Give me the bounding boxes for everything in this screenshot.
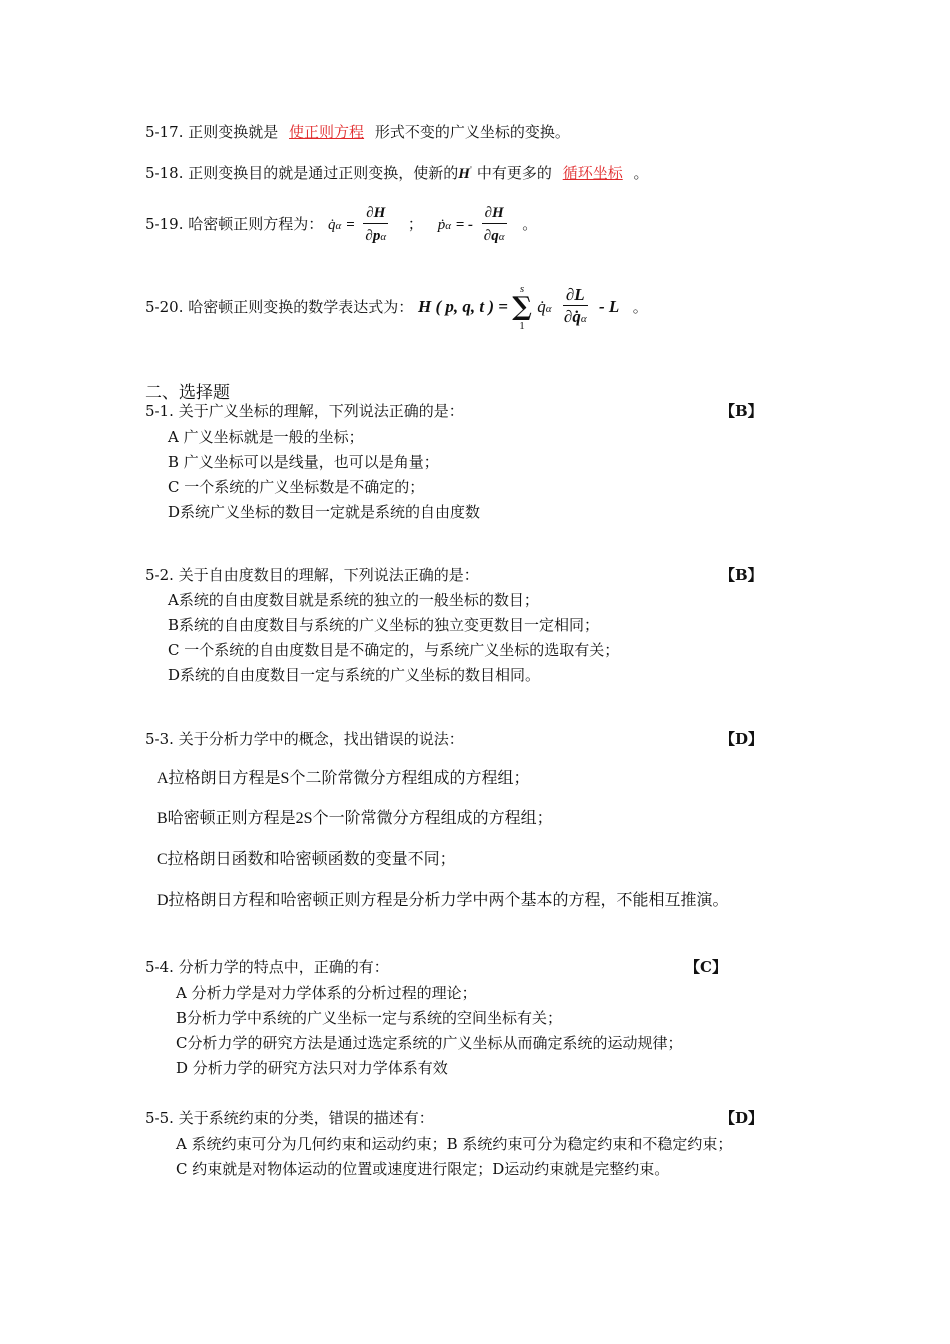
question-5-4-option-a: A 分析力学是对力学体系的分析过程的理论； [176, 984, 477, 1002]
question-5-5-option-cd: C 约束就是对物体运动的位置或速度进行限定；D运动约束就是完整约束。 [176, 1160, 670, 1178]
q18-text-end: 。 [633, 164, 649, 182]
question-5-20 [145, 282, 648, 334]
question-5-3-option-a: A拉格朗日方程是S个二阶常微分方程组成的方程组； [157, 770, 530, 787]
q17-text-end: 形式不变的广义坐标的变换。 [374, 123, 570, 141]
q18-h-symbol: H [458, 166, 470, 182]
q20-text: 5-20. 哈密顿正则变换的数学表达式为： [145, 298, 414, 316]
question-5-19 [145, 200, 537, 250]
section-title: 二、选择题 [145, 383, 230, 403]
question-5-4-option-d: D 分析力学的研究方法只对力学体系有效 [176, 1059, 448, 1077]
question-5-18: 5-18. 正则变换目的就是通过正则变换，使新的H' 中有更多的 循环坐标 。 [145, 164, 649, 182]
question-5-3-option-c: C拉格朗日函数和哈密顿函数的变量不同； [157, 851, 456, 868]
q18-text-mid: 中有更多的 [476, 164, 552, 182]
question-5-3-answer: 【D】 [720, 730, 764, 748]
question-5-1-option-a: A 广义坐标就是一般的坐标； [168, 428, 364, 446]
question-5-2-option-c: C 一个系统的自由度数目是不确定的，与系统广义坐标的选取有关； [168, 641, 620, 659]
question-5-1-option-c: C 一个系统的广义坐标数是不确定的； [168, 478, 425, 496]
question-5-5-option-ab: A 系统约束可分为几何约束和运动约束；B 系统约束可分为稳定约束和不稳定约束； [176, 1135, 733, 1153]
question-5-4-answer: 【C】 [685, 958, 727, 976]
question-5-5-answer: 【D】 [720, 1109, 764, 1127]
question-5-1-stem: 5-1. 关于广义坐标的理解，下列说法正确的是： [145, 402, 464, 420]
q19-text-end: 。 [522, 215, 538, 233]
question-5-2-option-b: B系统的自由度数目与系统的广义坐标的独立变更数目一定相同； [168, 616, 600, 634]
question-5-4-option-c: C分析力学的研究方法是通过选定系统的广义坐标从而确定系统的运动规律； [176, 1034, 683, 1052]
q19-separator: ； [407, 215, 423, 233]
hamilton-eq-2: ṗα = - $\frac{\partial H}{\partial q\alpha}$ [438, 215, 517, 233]
question-5-1-option-d: D系统广义坐标的数目一定就是系统的自由度数 [168, 503, 481, 521]
question-5-2-answer: 【B】 [720, 566, 763, 584]
question-5-3-stem: 5-3. 关于分析力学中的概念，找出错误的说法： [145, 730, 464, 748]
question-5-4-option-b: B分析力学中系统的广义坐标一定与系统的空间坐标有关； [176, 1009, 563, 1027]
question-5-5-stem: 5-5. 关于系统约束的分类，错误的描述有： [145, 1109, 434, 1127]
question-5-2-option-d: D系统的自由度数目一定与系统的广义坐标的数目相同。 [168, 666, 541, 684]
q18-answer-blank: 循环坐标 [562, 164, 623, 182]
question-5-3-option-d: D拉格朗日方程和哈密顿正则方程是分析力学中两个基本的方程，不能相互推演。 [157, 892, 729, 909]
question-5-2-stem: 5-2. 关于自由度数目的理解，下列说法正确的是： [145, 566, 479, 584]
q17-text: 5-17. 正则变换就是 [145, 123, 279, 141]
question-5-2-option-a: A系统的自由度数目就是系统的独立的一般坐标的数目； [168, 591, 539, 609]
q20-text-end: 。 [632, 298, 648, 316]
hamiltonian-formula: H ( p, q, t ) = s ∑ 1 q̇α $\frac{\partial L}{\partial q̇\alpha}$ - L [418, 282, 620, 332]
question-5-1-option-b: B 广义坐标可以是线量，也可以是角量； [168, 453, 439, 471]
question-5-3-option-b: B哈密顿正则方程是2S个一阶常微分方程组成的方程组； [157, 810, 553, 827]
question-5-1-answer: 【B】 [720, 402, 763, 420]
q19-text: 5-19. 哈密顿正则方程为： [145, 215, 324, 233]
hamilton-eq-1: q̇α = $\frac{\partial H}{\partial p\alpha}$ [328, 215, 398, 233]
q18-text: 5-18. 正则变换目的就是通过正则变换，使新的 [145, 164, 459, 182]
question-5-4-stem: 5-4. 分析力学的特点中，正确的有： [145, 958, 389, 976]
q17-answer-blank: 使正则方程 [289, 123, 365, 141]
question-5-17 [145, 122, 570, 142]
